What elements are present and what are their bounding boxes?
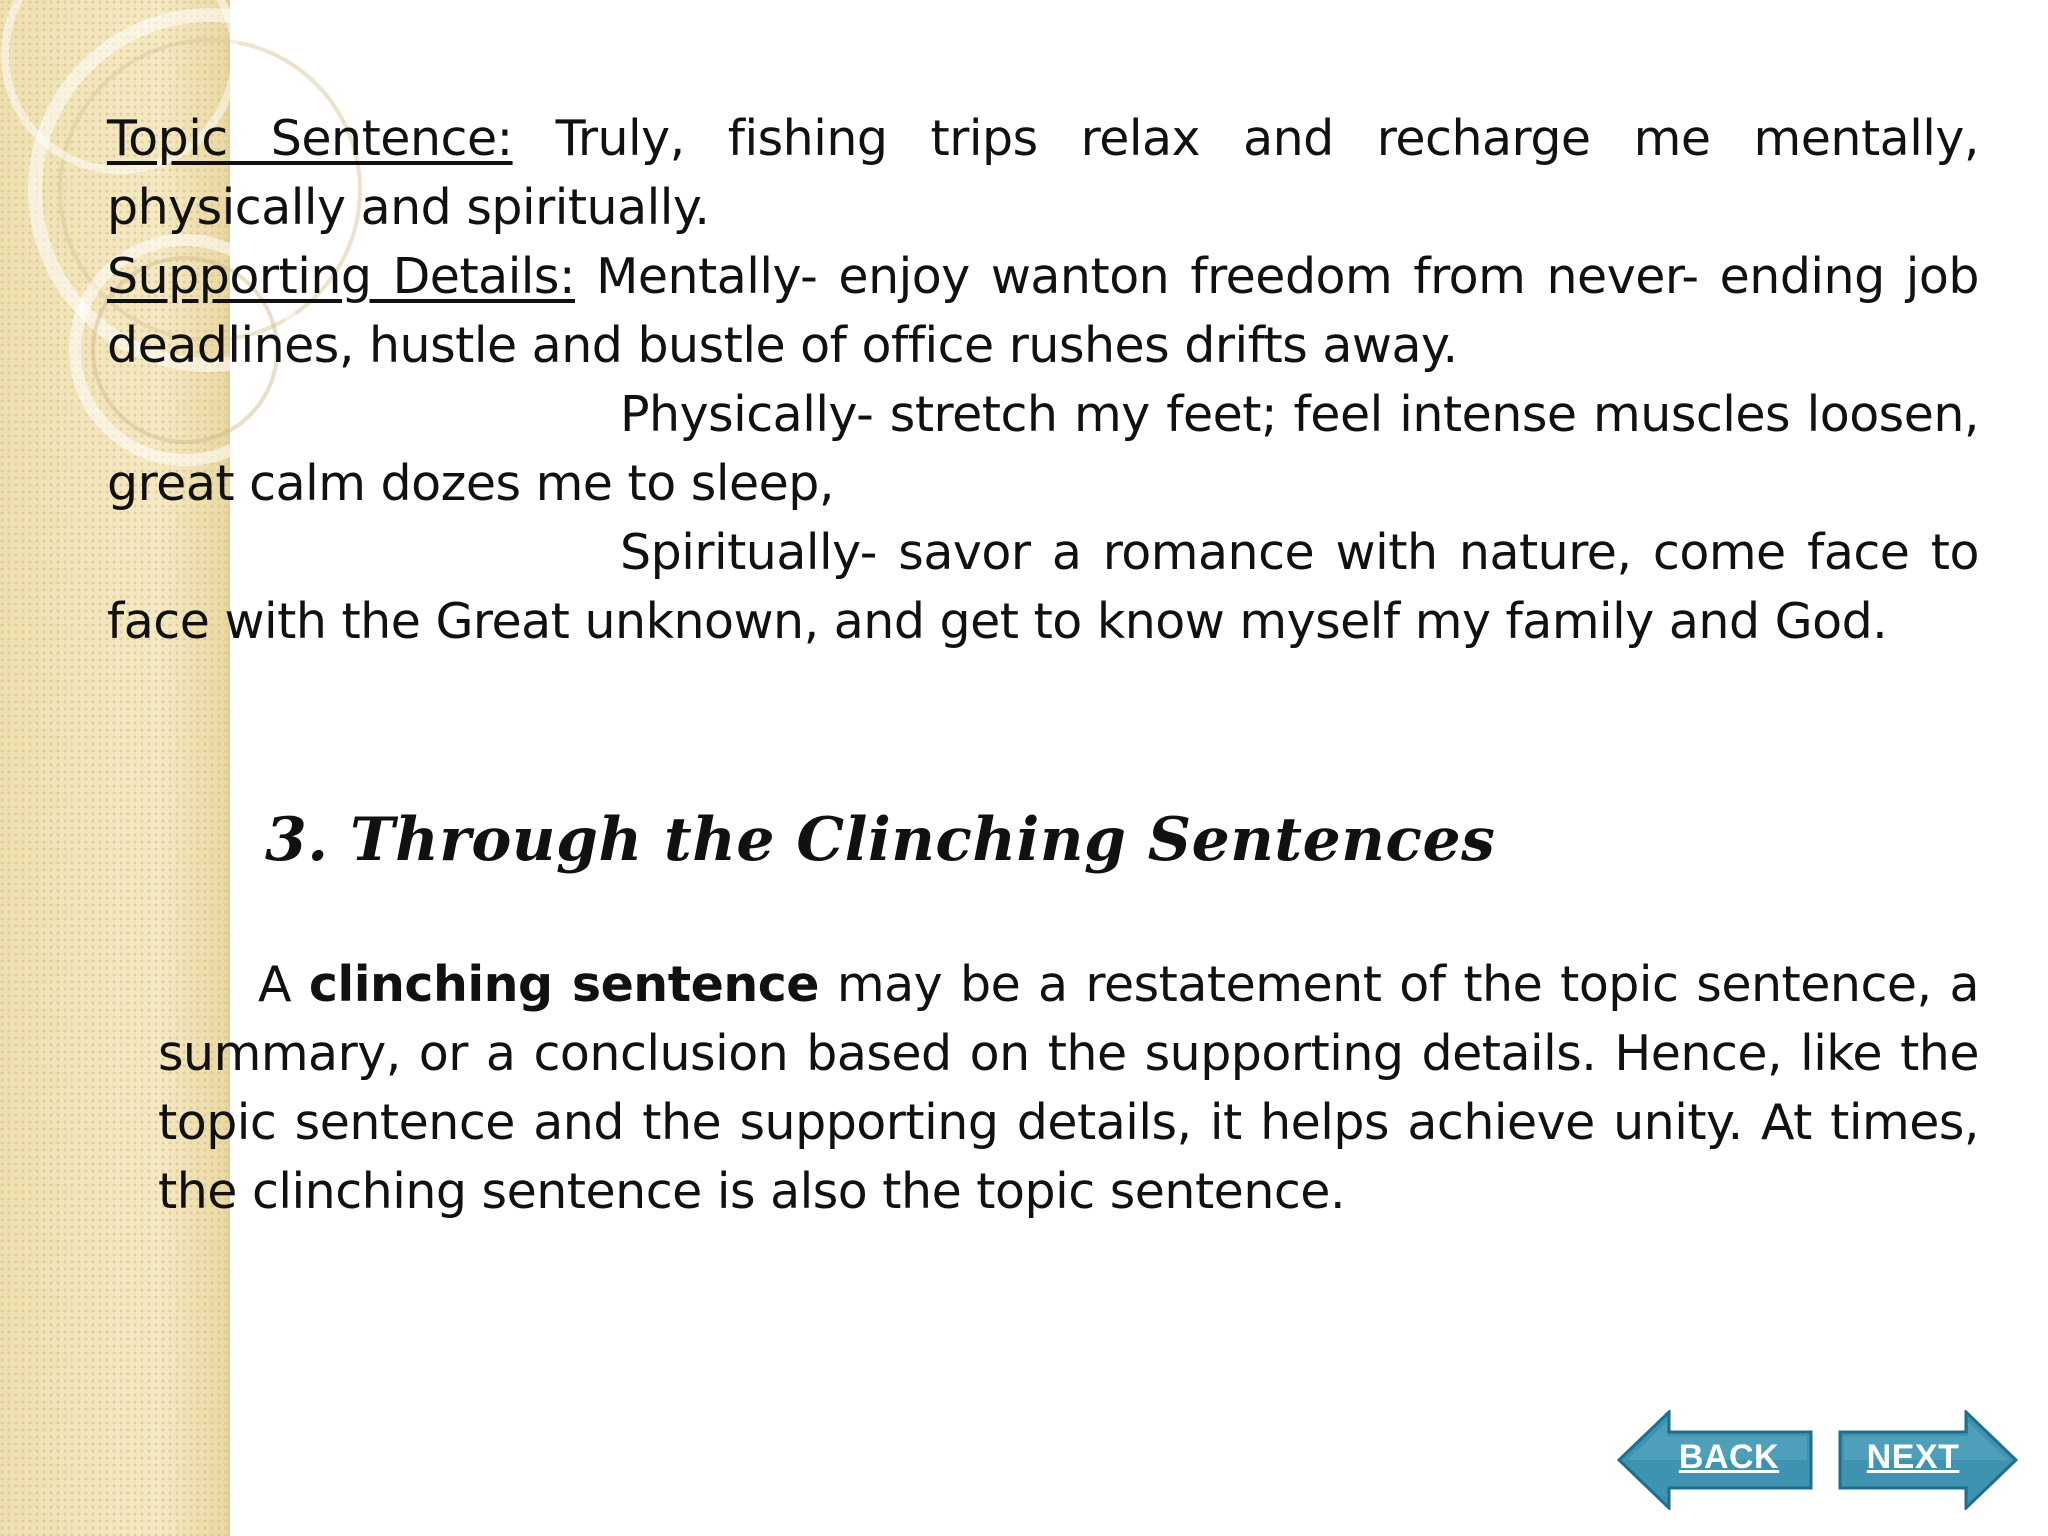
term-clinching-sentence: clinching sentence	[308, 956, 820, 1013]
supporting-detail-mentally: Mentally- enjoy wanton freedom from never- ending job deadlines, hustle and bustle of office rushes drifts away.	[107, 248, 1980, 374]
back-button[interactable]	[1617, 1410, 1813, 1510]
supporting-detail-spiritually: Spiritually- savor a romance with nature, come face to face with the Great unknown, and get to know myself my family and God.	[107, 524, 1979, 650]
topic-sentence-label: Topic Sentence:	[107, 110, 513, 167]
next-button-label: NEXT	[1866, 1438, 1960, 1476]
topic-sentence-line	[107, 104, 1979, 242]
para-rest: may be a restatement of the topic sentence, a summary, or a conclusion based on the supporting details. Hence, like the topic sentence and the supporting details, it helps achieve unity. At times, the clinching sentence is also the topic sentence.	[158, 956, 1979, 1220]
supporting-detail-physically: Physically- stretch my feet; feel intense muscles loosen, great calm dozes me to sleep,	[107, 386, 1979, 512]
para-prefix: A	[258, 956, 309, 1013]
section-heading: 3. Through the Clinching Sentences	[265, 805, 1496, 875]
back-button-label: BACK	[1678, 1438, 1780, 1476]
supporting-details-line	[107, 242, 1979, 380]
clinching-sentence-paragraph	[158, 950, 1979, 1226]
next-button[interactable]	[1838, 1410, 2018, 1510]
topic-sentence-text: Truly, fishing trips relax and recharge me mentally, physically and spiritually.	[107, 110, 1979, 236]
supporting-details-label: Supporting Details:	[107, 248, 575, 305]
example-paragraph	[107, 104, 1979, 656]
